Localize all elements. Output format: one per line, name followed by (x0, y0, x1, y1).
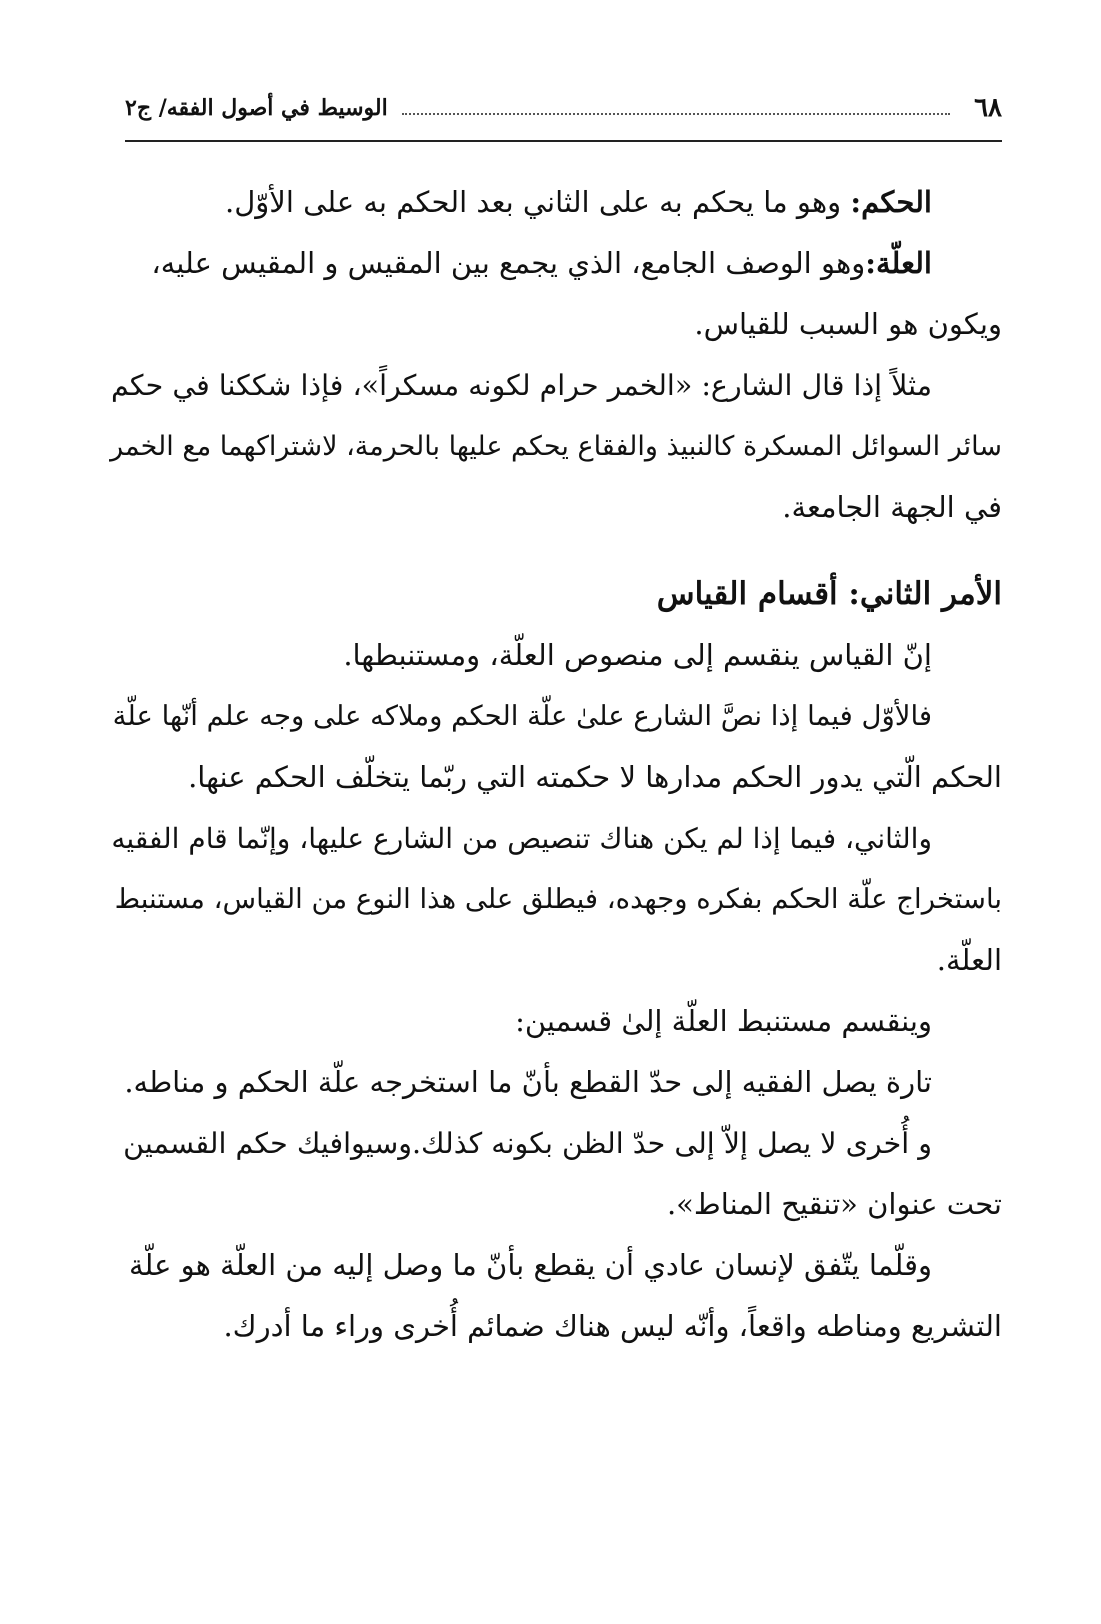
first-type-line-1: فالأوّل فيما إذا نصَّ الشارع علىٰ علّة الحكم وملاكه على وجه علم أنّها علّة (112, 700, 932, 732)
paragraph-illa (110, 233, 1002, 294)
conjecture-case-line-1: و أُخرى لا يصل إلاّ إلى حدّ الظن بكونه كذلك.وسيوافيك حكم القسمين (123, 1127, 932, 1160)
first-type-line-2: الحكم الّتي يدور الحكم مدارها لا حكمته التي ربّما يتخلّف الحكم عنها. (188, 760, 1002, 794)
illa-definition: وهو الوصف الجامع، الذي يجمع بين المقيس و المقيس عليه، (151, 246, 866, 280)
paragraph-hukm (110, 172, 1002, 233)
hukm-definition: وهو ما يحكم به على الثاني بعد الحكم به على الأوّل. (224, 185, 851, 219)
illa-definition-cont: ويكون هو السبب للقياس. (694, 307, 1002, 341)
example-line-3: في الجهة الجامعة. (782, 490, 1002, 524)
closing-line-2: التشريع ومناطه واقعاً، وأنّه ليس هناك ضمائم أُخرى وراء ما أدرك. (223, 1309, 1002, 1343)
second-type-line-3: العلّة. (936, 943, 1002, 977)
example-line-2: سائر السوائل المسكرة كالنبيذ والفقاع يحكم عليها بالحرمة، لاشتراكهما مع الخمر (110, 431, 1002, 462)
second-type-line-1: والثاني، فيما إذا لم يكن هناك تنصيص من الشارع عليها، وإنّما قام الفقيه (111, 822, 932, 855)
section-heading: الأمر الثاني: أقسام القياس (656, 576, 1002, 612)
term-hukm: الحكم: (850, 185, 932, 219)
header-dot-leader (402, 113, 950, 115)
second-type-line-2: باستخراج علّة الحكم بفكره وجهده، فيطلق على هذا النوع من القياس، مستنبط (114, 883, 1002, 915)
example-line-1: مثلاً إذا قال الشارع: «الخمر حرام لكونه مسكراً»، فإذا شككنا في حكم (110, 369, 932, 402)
certainty-case: تارة يصل الفقيه إلى حدّ القطع بأنّ ما استخرجه علّة الحكم و مناطه. (124, 1065, 932, 1099)
page-number: ٦٨ (974, 93, 1002, 123)
page-body (110, 172, 1002, 1357)
page-header (125, 88, 1002, 128)
header-rule (125, 140, 1002, 142)
division-intro: إنّ القياس ينقسم إلى منصوص العلّة، ومستنبطها. (343, 638, 932, 672)
conjecture-case-line-2: تحت عنوان «تنقيح المناط». (666, 1187, 1002, 1221)
subdivision-intro: وينقسم مستنبط العلّة إلىٰ قسمين: (515, 1004, 932, 1038)
term-illa: العلّة: (865, 246, 932, 280)
running-title: الوسيط في أصول الفقه/ ج٢ (125, 95, 388, 121)
closing-line-1: وقلّما يتّفق لإنسان عادي أن يقطع بأنّ ما وصل إليه من العلّة هو علّة (129, 1248, 932, 1282)
